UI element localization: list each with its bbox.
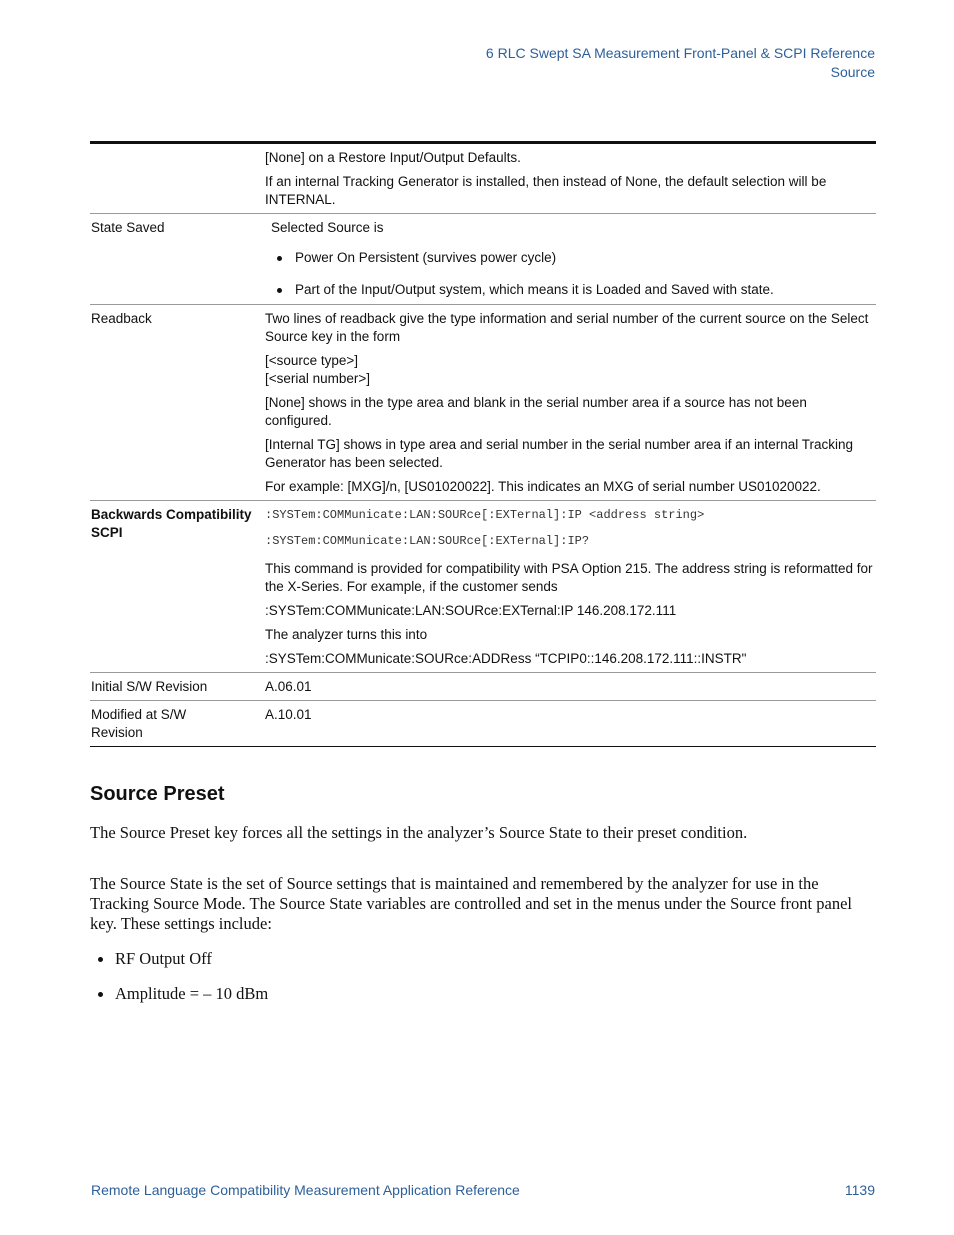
row-label-default bbox=[90, 144, 265, 213]
readback-none-text: [None] shows in the type area and blank in the serial number area if a source has not been configured. bbox=[265, 395, 807, 428]
table-row-backwards bbox=[90, 500, 876, 672]
default-restore-text: [None] on a Restore Input/Output Defaults. bbox=[265, 150, 521, 165]
list-item: RF Output Off bbox=[90, 949, 268, 984]
readback-form-serial: [<serial number>] bbox=[265, 371, 371, 386]
row-body-readback bbox=[265, 305, 876, 500]
row-body-state-saved bbox=[265, 214, 876, 304]
table-row-readback bbox=[90, 304, 876, 500]
footer-title: Remote Language Compatibility Measurement Application Reference bbox=[91, 1182, 520, 1198]
scpi-command-query: :SYSTem:COMMunicate:LAN:SOURce[:EXTernal]:IP? bbox=[265, 534, 590, 548]
scpi-command-set: :SYSTem:COMMunicate:LAN:SOURce[:EXTernal]:IP <address string> bbox=[265, 508, 705, 522]
row-body-backwards bbox=[265, 501, 876, 672]
settings-list bbox=[90, 949, 268, 1019]
section-paragraph-1: The Source Preset key forces all the settings in the analyzer’s Source State to their preset condition. bbox=[90, 823, 748, 842]
chapter-title: 6 RLC Swept SA Measurement Front-Panel & SCPI Reference bbox=[485, 45, 875, 61]
row-value-initial: A.06.01 bbox=[265, 679, 312, 694]
row-label-initial: Initial S/W Revision bbox=[91, 679, 208, 694]
list-item: Amplitude = – 10 dBm bbox=[90, 984, 268, 1019]
backwards-result-command: :SYSTem:COMMunicate:SOURce:ADDRess “TCPIP0::146.208.172.111::INSTR" bbox=[265, 651, 747, 666]
readback-form-type: [<source type>] bbox=[265, 353, 359, 368]
state-saved-list bbox=[271, 249, 876, 299]
section-paragraph-2: The Source State is the set of Source settings that is maintained and remembered by the analyzer for use in the Tracking Source Mode. The Source State variables are controlled and set in the menus under the Source front panel key. These settings include: bbox=[90, 874, 852, 933]
readback-description: Two lines of readback give the type information and serial number of the current source on the Select Source key in the form bbox=[265, 311, 869, 344]
section-name: Source bbox=[830, 64, 875, 80]
readback-form bbox=[265, 352, 876, 388]
row-body-default bbox=[265, 144, 876, 213]
reference-table bbox=[90, 141, 876, 747]
readback-example: For example: [MXG]/n, [US01020022]. This indicates an MXG of serial number US01020022. bbox=[265, 479, 821, 494]
backwards-turns-into: The analyzer turns this into bbox=[265, 627, 428, 642]
row-label-state-saved: State Saved bbox=[91, 220, 165, 235]
readback-internal-text: [Internal TG] shows in type area and serial number in the serial number area if an internal Tracking Generator has been selected. bbox=[265, 437, 854, 470]
section-title: Source Preset bbox=[90, 783, 225, 805]
row-value-modified: A.10.01 bbox=[265, 707, 312, 722]
row-label-modified: Modified at S/W Revision bbox=[91, 707, 187, 740]
backwards-example-command: :SYSTem:COMMunicate:LAN:SOURce:EXTernal:IP 146.208.172.111 bbox=[265, 603, 677, 618]
table-row-default bbox=[90, 144, 876, 213]
default-internal-text: If an internal Tracking Generator is installed, then instead of None, the default selection will be INTERNAL. bbox=[265, 174, 827, 207]
state-saved-intro: Selected Source is bbox=[271, 220, 384, 235]
table-row-modified bbox=[90, 700, 876, 746]
page-number: 1139 bbox=[844, 1182, 875, 1198]
backwards-description: This command is provided for compatibility with PSA Option 215. The address string is reformatted for the X-Series. For example, if the customer sends bbox=[265, 561, 873, 594]
row-label-backwards: Backwards Compatibility SCPI bbox=[91, 507, 252, 540]
list-item: Power On Persistent (survives power cycle) bbox=[271, 249, 876, 267]
table-row-initial bbox=[90, 672, 876, 700]
table-row-state-saved bbox=[90, 213, 876, 304]
running-header bbox=[486, 44, 875, 82]
list-item: Part of the Input/Output system, which means it is Loaded and Saved with state. bbox=[271, 281, 876, 299]
row-label-readback: Readback bbox=[91, 311, 152, 326]
